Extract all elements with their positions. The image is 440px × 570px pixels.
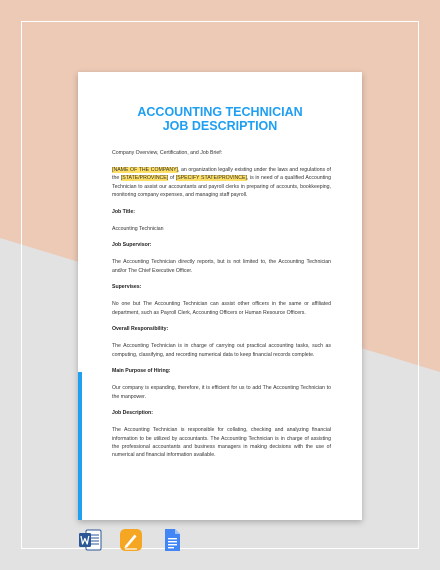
placeholder-company: [NAME OF THE COMPANY] bbox=[112, 166, 178, 173]
intro-text: Company Overview, Certification, and Job Brief: bbox=[112, 150, 223, 156]
accent-bar bbox=[78, 372, 82, 520]
overall-responsibility-text: The Accounting Technician is in charge of carrying out practical accounting tasks, such as computing, classifying, and recording numerical data to keep financial records complete. bbox=[112, 343, 331, 358]
company-paragraph: [NAME OF THE COMPANY], an organization legally existing under the laws and regulations of the [STATE/PROVINCE] of [SPECIFY STATE/PROVINCE], is in need of a qualified Accounting Technician to assist our accountants and payroll clerks in preparing of accounts, bookkeeping, monitoring company expenses, and managing staff payroll. bbox=[112, 166, 331, 199]
document-body bbox=[112, 149, 331, 460]
placeholder-state: [STATE/PROVINCE] bbox=[120, 175, 169, 182]
job-supervisor-heading: Job Supervisor: bbox=[112, 242, 152, 249]
main-purpose-heading: Main Purpose of Hiring: bbox=[112, 368, 171, 375]
document-title bbox=[78, 105, 362, 133]
document-page bbox=[78, 72, 362, 520]
placeholder-specify-state: [SPECIFY STATE/PROVINCE] bbox=[175, 175, 247, 182]
job-description-heading: Job Description: bbox=[112, 410, 153, 417]
overall-responsibility-heading: Overall Responsibility: bbox=[112, 326, 169, 333]
job-description-text: The Accounting Technician is responsible for collating, checking and analyzing financial information to be utilized by accountants. The Accounting Technician is in charge of assisting the professional accountants and business managers in making decisions with the use of numerical and financial information available. bbox=[112, 427, 331, 459]
title-line-1: ACCOUNTING TECHNICIAN bbox=[137, 105, 303, 119]
main-purpose-text: Our company is expanding, therefore, it is efficient for us to add The Accounting Technician to the manpower. bbox=[112, 385, 331, 400]
google-docs-icon[interactable] bbox=[160, 528, 184, 552]
job-supervisor-text: The Accounting Technician directly reports, but is not limited to, the Accounting Technician and/or The Chief Executive Officer. bbox=[112, 259, 331, 274]
job-title-value: Accounting Technician bbox=[112, 225, 164, 232]
supervises-text: No one but The Accounting Technician can assist other officers in the same or affiliated department, such as Payroll Clerk, Accounting Officers or Human Resource Officers. bbox=[112, 301, 331, 316]
title-line-2: JOB DESCRIPTION bbox=[162, 119, 278, 133]
pages-icon[interactable] bbox=[119, 528, 143, 552]
job-title-heading: Job Title: bbox=[112, 208, 135, 215]
supervises-heading: Supervises: bbox=[112, 284, 142, 291]
word-icon[interactable] bbox=[78, 528, 102, 552]
